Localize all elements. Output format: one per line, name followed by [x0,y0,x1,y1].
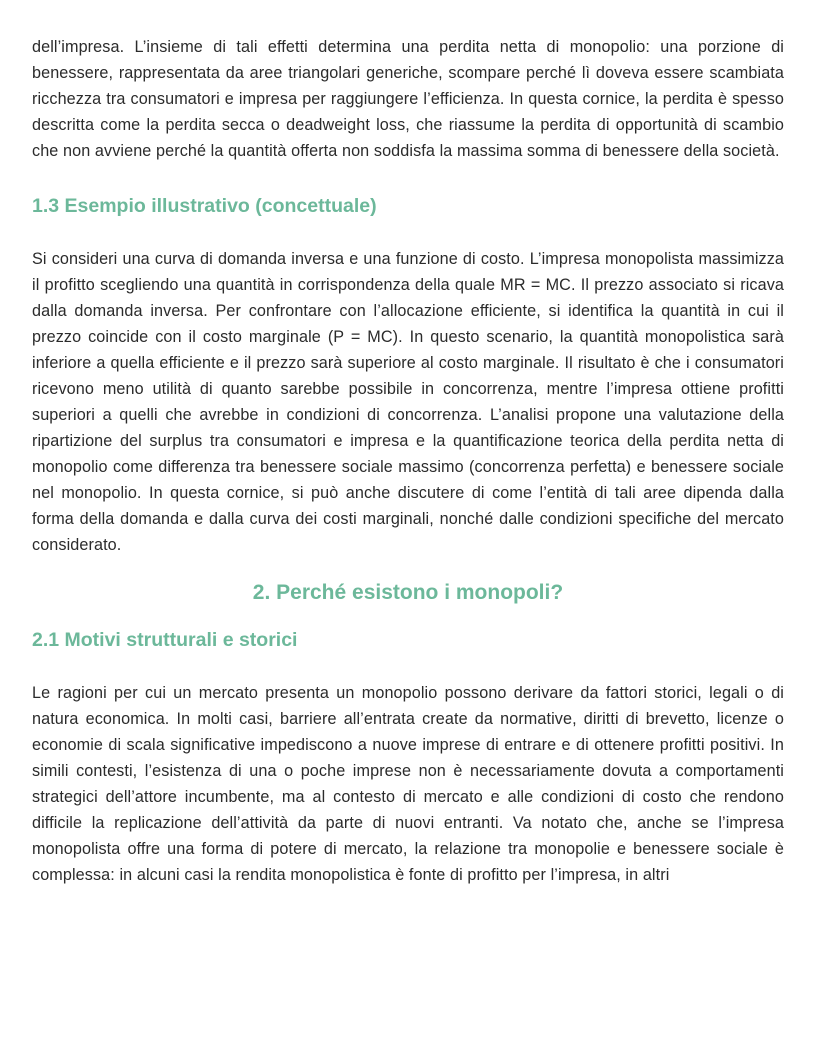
section-heading-1-3: 1.3 Esempio illustrativo (concettuale) [32,195,377,217]
paragraph-intro: dell’impresa. L’insieme di tali effetti determina una perdita netta di monopolio: una porzione di benessere, rappresentata da aree triangolari generiche, scompare perché lì doveva essere scambiata ricchezza tra consumatori e impresa per raggiungere l’efficienza. In questa cornice, la perdita è spesso descritta come la perdita secca o deadweight loss, che riassume la perdita di opportunità di scambio che non avviene perché la quantità offerta non soddisfa la massima somma di benessere della società. [32,38,784,160]
document-page [32,34,784,888]
section-heading-2-1: 2.1 Motivi strutturali e storici [32,629,298,651]
paragraph-1-3: Si consideri una curva di domanda inversa e una funzione di costo. L’impresa monopolista massimizza il profitto scegliendo una quantità in corrispondenza della quale MR = MC. Il prezzo associato si ricava dalla domanda inversa. Per confrontare con l’allocazione efficiente, si identifica la quantità in cui il prezzo coincide con il costo marginale (P = MC). In questo scenario, la quantità monopolistica sarà inferiore a quella efficiente e il prezzo sarà superiore al costo marginale. Il risultato è che i consumatori ricevono meno utilità di quanto sarebbe possibile in concorrenza, mentre l’impresa ottiene profitti superiori a quelli che avrebbe in condizioni di concorrenza. L’analisi propone una valutazione della ripartizione del surplus tra consumatori e impresa e la quantificazione teorica della perdita netta di monopolio come differenza tra benessere sociale massimo (concorrenza perfetta) e benessere sociale nel monopolio. In questa cornice, si può anche discutere di come l’entità di tali aree dipenda dalla forma della domanda e dalla curva dei costi marginali, nonché dalle condizioni specifiche del mercato considerato. [32,250,784,554]
chapter-heading-2: 2. Perché esistono i monopoli? [252,581,564,604]
paragraph-2-1: Le ragioni per cui un mercato presenta un monopolio possono derivare da fattori storici, legali o di natura economica. In molti casi, barriere all’entrata create da normative, diritti di brevetto, licenze o economie di scala significative impediscono a nuove imprese di entrare e di ottenere profitti positivi. In simili contesti, l’esistenza di una o poche imprese non è necessariamente dovuta a comportamenti strategici dell’attore incumbente, ma al contesto di mercato e alle condizioni di costo che rendono difficile la replicazione dell’attività da parte di nuovi entranti. Va notato che, anche se l’impresa monopolista offre una forma di potere di mercato, la relazione tra monopolie e benessere sociale è complessa: in alcuni casi la rendita monopolistica è fonte di profitto per l’impresa, in altri [32,684,784,884]
